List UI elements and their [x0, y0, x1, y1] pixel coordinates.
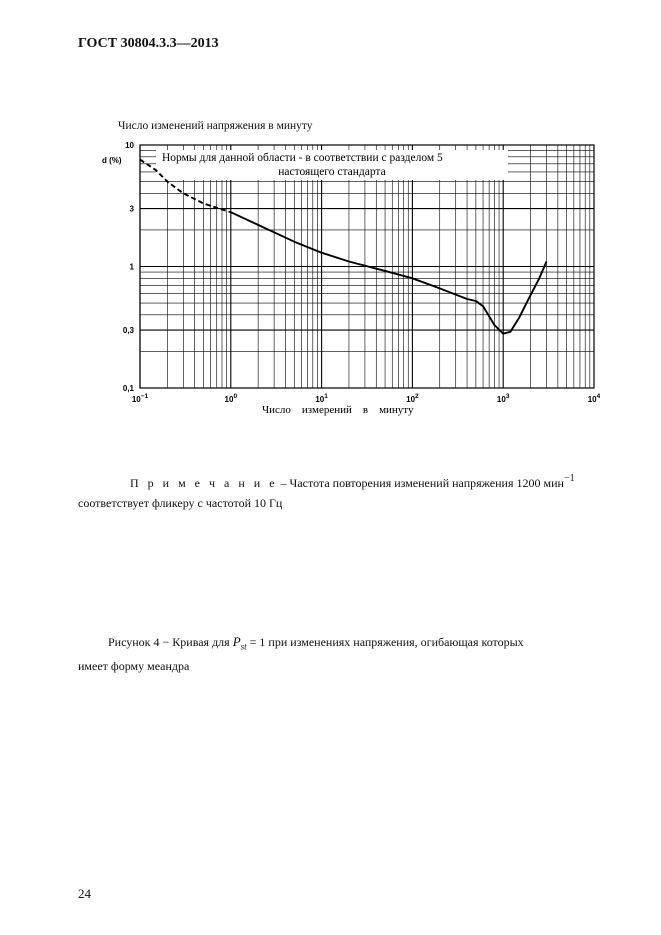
caption-symbol: $P_{st}$ — [232, 634, 247, 652]
figure-caption — [78, 632, 598, 676]
y-tick-label: 0,3 — [122, 326, 134, 336]
x-tick-labels — [132, 393, 600, 404]
note — [78, 474, 598, 513]
y-tick-labels — [123, 141, 135, 393]
x-tick-label: $10^4$ — [587, 393, 600, 404]
x-tick-label: $10^0$ — [224, 393, 238, 404]
note-superscript: −1 — [563, 473, 575, 484]
note-line-2: соответствует фликеру с частотой 10 Гц — [78, 496, 283, 510]
curves — [140, 160, 547, 334]
note-line-1 — [78, 474, 598, 494]
limits-annotation — [156, 150, 508, 180]
flicker-curve-chart — [100, 134, 600, 424]
x-tick-label: $10^1$ — [315, 393, 328, 404]
y-tick-label: 3 — [129, 204, 134, 214]
x-tick-label: $10^2$ — [406, 393, 419, 404]
caption-line-2: имеет форму меандра — [78, 658, 190, 673]
caption-suffix: = 1 при изменениях напряжения, огибающая которых — [249, 635, 524, 649]
annotation-line: настоящего стандарта — [278, 166, 386, 178]
chart-title: Число изменений напряжения в минуту — [118, 120, 313, 132]
x-tick-label: $10^3$ — [496, 393, 510, 404]
x-tick-label: $10^{-1}$ — [131, 393, 149, 404]
note-label: П р и м е ч а н и е — [130, 476, 278, 490]
y-axis-label: d (%) — [102, 156, 122, 165]
caption-line-1 — [78, 632, 598, 657]
page-number: 24 — [78, 886, 91, 901]
note-dash: – — [280, 476, 287, 490]
note-text: Частота повторения изменений напряжения 1200 мин — [289, 476, 564, 490]
annotation-line: Нормы для данной области - в соответствии с разделом 5 — [162, 152, 443, 164]
x-axis-label: Число измерений в минуту — [262, 404, 414, 416]
y-tick-label: 0,1 — [122, 384, 134, 393]
y-tick-label: 10 — [125, 141, 134, 150]
document-header: ГОСТ 30804.3.3—2013 — [78, 36, 219, 51]
caption-prefix: Рисунок 4 − Кривая для — [108, 635, 230, 649]
y-tick-label: 1 — [129, 262, 134, 272]
